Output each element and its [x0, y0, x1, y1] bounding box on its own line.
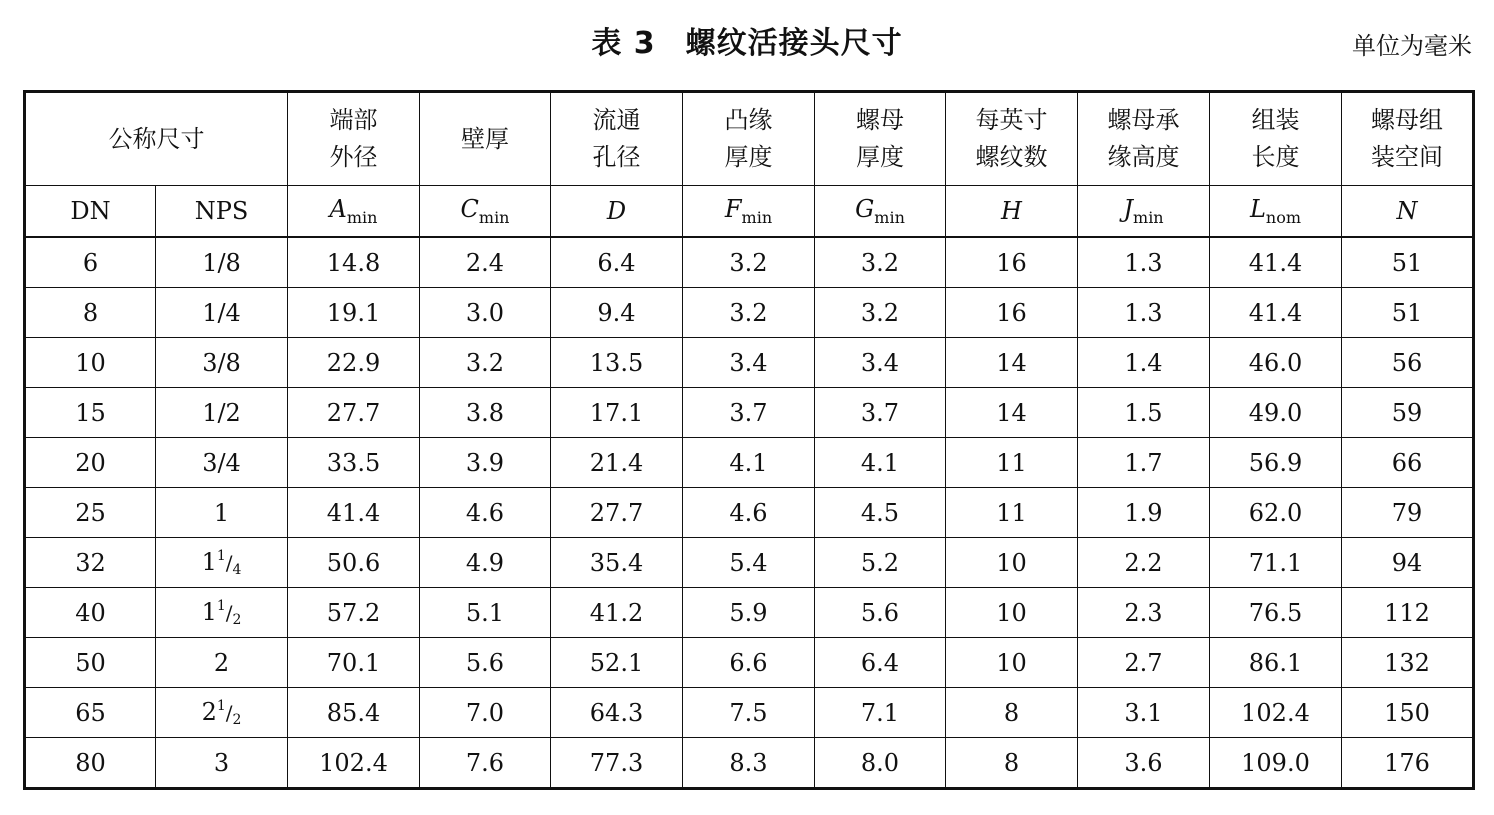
table-row — [25, 388, 1474, 438]
cell-nps: $1^1/_2$ — [156, 588, 288, 638]
table-row — [25, 338, 1474, 388]
cell-l: 62.0 — [1210, 488, 1342, 538]
cell-f: 4.6 — [683, 488, 815, 538]
table-row — [25, 638, 1474, 688]
cell-n: 112 — [1342, 588, 1474, 638]
cell-c: 7.0 — [420, 688, 551, 738]
cell-dn: 6 — [25, 237, 156, 288]
cell-g: 4.1 — [815, 438, 946, 488]
cell-f: 7.5 — [683, 688, 815, 738]
symbol-h: H — [946, 186, 1078, 238]
cell-j: 1.4 — [1078, 338, 1210, 388]
cell-g: 3.2 — [815, 288, 946, 338]
cell-dn: 10 — [25, 338, 156, 388]
symbol-g-min: $G_{min}$ — [815, 186, 946, 238]
dimension-table — [23, 90, 1475, 790]
cell-f: 3.7 — [683, 388, 815, 438]
cell-n: 132 — [1342, 638, 1474, 688]
cell-c: 4.6 — [420, 488, 551, 538]
table-row — [25, 288, 1474, 338]
cell-dn: 80 — [25, 738, 156, 789]
header-nut-shoulder-height: 螺母承 缘高度 — [1078, 92, 1210, 186]
table-row — [25, 438, 1474, 488]
cell-g: 3.2 — [815, 237, 946, 288]
table-number: 表 3 — [591, 26, 656, 61]
cell-n: 94 — [1342, 538, 1474, 588]
cell-nps: 1/4 — [156, 288, 288, 338]
header-nut-assembly-space: 螺母组 装空间 — [1342, 92, 1474, 186]
cell-j: 1.3 — [1078, 288, 1210, 338]
cell-a: 41.4 — [288, 488, 420, 538]
cell-c: 3.8 — [420, 388, 551, 438]
table-row — [25, 588, 1474, 638]
symbol-n: N — [1342, 186, 1474, 238]
header-threads-per-inch: 每英寸 螺纹数 — [946, 92, 1078, 186]
cell-j: 2.7 — [1078, 638, 1210, 688]
cell-d: 9.4 — [551, 288, 683, 338]
header-assembly-length: 组装 长度 — [1210, 92, 1342, 186]
cell-f: 3.2 — [683, 237, 815, 288]
header-row-names — [25, 92, 1474, 186]
cell-n: 66 — [1342, 438, 1474, 488]
table-title — [0, 18, 1494, 62]
header-flange-thickness: 凸缘 厚度 — [683, 92, 815, 186]
cell-nps: 3/4 — [156, 438, 288, 488]
cell-h: 14 — [946, 338, 1078, 388]
cell-l: 41.4 — [1210, 237, 1342, 288]
cell-dn: 25 — [25, 488, 156, 538]
cell-d: 17.1 — [551, 388, 683, 438]
cell-h: 10 — [946, 638, 1078, 688]
header-flow-bore: 流通 孔径 — [551, 92, 683, 186]
cell-g: 3.4 — [815, 338, 946, 388]
symbol-f-min: $F_{min}$ — [683, 186, 815, 238]
symbol-l-nom: $L_{nom}$ — [1210, 186, 1342, 238]
cell-h: 16 — [946, 237, 1078, 288]
cell-c: 5.1 — [420, 588, 551, 638]
cell-c: 5.6 — [420, 638, 551, 688]
unit-note: 单位为毫米 — [1352, 32, 1472, 60]
cell-j: 2.3 — [1078, 588, 1210, 638]
cell-c: 2.4 — [420, 237, 551, 288]
cell-g: 3.7 — [815, 388, 946, 438]
table-caption: 螺纹活接头尺寸 — [685, 26, 903, 61]
cell-n: 51 — [1342, 237, 1474, 288]
cell-a: 50.6 — [288, 538, 420, 588]
cell-g: 5.2 — [815, 538, 946, 588]
cell-h: 14 — [946, 388, 1078, 438]
cell-dn: 65 — [25, 688, 156, 738]
cell-f: 3.4 — [683, 338, 815, 388]
cell-c: 3.9 — [420, 438, 551, 488]
cell-j: 3.6 — [1078, 738, 1210, 789]
cell-c: 7.6 — [420, 738, 551, 789]
symbol-dn: DN — [25, 186, 156, 238]
cell-a: 70.1 — [288, 638, 420, 688]
cell-g: 8.0 — [815, 738, 946, 789]
table-row — [25, 538, 1474, 588]
cell-nps: 3/8 — [156, 338, 288, 388]
cell-d: 77.3 — [551, 738, 683, 789]
cell-nps: $1^1/_4$ — [156, 538, 288, 588]
cell-j: 3.1 — [1078, 688, 1210, 738]
cell-g: 4.5 — [815, 488, 946, 538]
cell-l: 56.9 — [1210, 438, 1342, 488]
cell-l: 86.1 — [1210, 638, 1342, 688]
cell-g: 5.6 — [815, 588, 946, 638]
cell-g: 7.1 — [815, 688, 946, 738]
table-body — [25, 237, 1474, 789]
cell-a: 102.4 — [288, 738, 420, 789]
cell-nps: $2^1/_2$ — [156, 688, 288, 738]
cell-j: 1.9 — [1078, 488, 1210, 538]
cell-a: 22.9 — [288, 338, 420, 388]
cell-n: 51 — [1342, 288, 1474, 338]
header-wall-thickness: 壁厚 — [420, 92, 551, 186]
cell-dn: 32 — [25, 538, 156, 588]
cell-f: 5.4 — [683, 538, 815, 588]
symbol-nps: NPS — [156, 186, 288, 238]
cell-f: 5.9 — [683, 588, 815, 638]
cell-l: 76.5 — [1210, 588, 1342, 638]
cell-n: 56 — [1342, 338, 1474, 388]
cell-n: 176 — [1342, 738, 1474, 789]
cell-d: 64.3 — [551, 688, 683, 738]
cell-h: 16 — [946, 288, 1078, 338]
table-row — [25, 688, 1474, 738]
cell-l: 49.0 — [1210, 388, 1342, 438]
cell-d: 13.5 — [551, 338, 683, 388]
cell-nps: 1 — [156, 488, 288, 538]
header-nut-thickness: 螺母 厚度 — [815, 92, 946, 186]
cell-l: 102.4 — [1210, 688, 1342, 738]
cell-dn: 50 — [25, 638, 156, 688]
cell-dn: 15 — [25, 388, 156, 438]
cell-j: 1.3 — [1078, 237, 1210, 288]
cell-f: 4.1 — [683, 438, 815, 488]
cell-d: 21.4 — [551, 438, 683, 488]
symbol-a-min: $A_{min}$ — [288, 186, 420, 238]
cell-l: 109.0 — [1210, 738, 1342, 789]
cell-d: 35.4 — [551, 538, 683, 588]
cell-h: 10 — [946, 538, 1078, 588]
cell-h: 10 — [946, 588, 1078, 638]
cell-dn: 20 — [25, 438, 156, 488]
cell-d: 27.7 — [551, 488, 683, 538]
cell-nps: 2 — [156, 638, 288, 688]
cell-g: 6.4 — [815, 638, 946, 688]
cell-nps: 3 — [156, 738, 288, 789]
cell-nps: 1/8 — [156, 237, 288, 288]
cell-l: 46.0 — [1210, 338, 1342, 388]
cell-a: 85.4 — [288, 688, 420, 738]
cell-c: 3.2 — [420, 338, 551, 388]
header-nominal-size: 公称尺寸 — [25, 92, 288, 186]
cell-d: 52.1 — [551, 638, 683, 688]
cell-h: 11 — [946, 438, 1078, 488]
table-row — [25, 488, 1474, 538]
cell-nps: 1/2 — [156, 388, 288, 438]
cell-dn: 8 — [25, 288, 156, 338]
cell-a: 14.8 — [288, 237, 420, 288]
symbol-j-min: $J_{min}$ — [1078, 186, 1210, 238]
header-end-outer-diameter: 端部 外径 — [288, 92, 420, 186]
cell-j: 1.5 — [1078, 388, 1210, 438]
cell-d: 6.4 — [551, 237, 683, 288]
header-row-symbols — [25, 186, 1474, 238]
cell-n: 150 — [1342, 688, 1474, 738]
cell-a: 27.7 — [288, 388, 420, 438]
symbol-c-min: $C_{min}$ — [420, 186, 551, 238]
cell-c: 3.0 — [420, 288, 551, 338]
cell-a: 19.1 — [288, 288, 420, 338]
cell-h: 8 — [946, 738, 1078, 789]
cell-j: 2.2 — [1078, 538, 1210, 588]
cell-f: 8.3 — [683, 738, 815, 789]
cell-a: 33.5 — [288, 438, 420, 488]
cell-dn: 40 — [25, 588, 156, 638]
cell-j: 1.7 — [1078, 438, 1210, 488]
cell-f: 3.2 — [683, 288, 815, 338]
cell-c: 4.9 — [420, 538, 551, 588]
cell-h: 11 — [946, 488, 1078, 538]
cell-n: 59 — [1342, 388, 1474, 438]
cell-a: 57.2 — [288, 588, 420, 638]
cell-d: 41.2 — [551, 588, 683, 638]
symbol-d: D — [551, 186, 683, 238]
table-row — [25, 738, 1474, 789]
cell-n: 79 — [1342, 488, 1474, 538]
cell-h: 8 — [946, 688, 1078, 738]
cell-l: 71.1 — [1210, 538, 1342, 588]
cell-f: 6.6 — [683, 638, 815, 688]
cell-l: 41.4 — [1210, 288, 1342, 338]
table-row — [25, 237, 1474, 288]
